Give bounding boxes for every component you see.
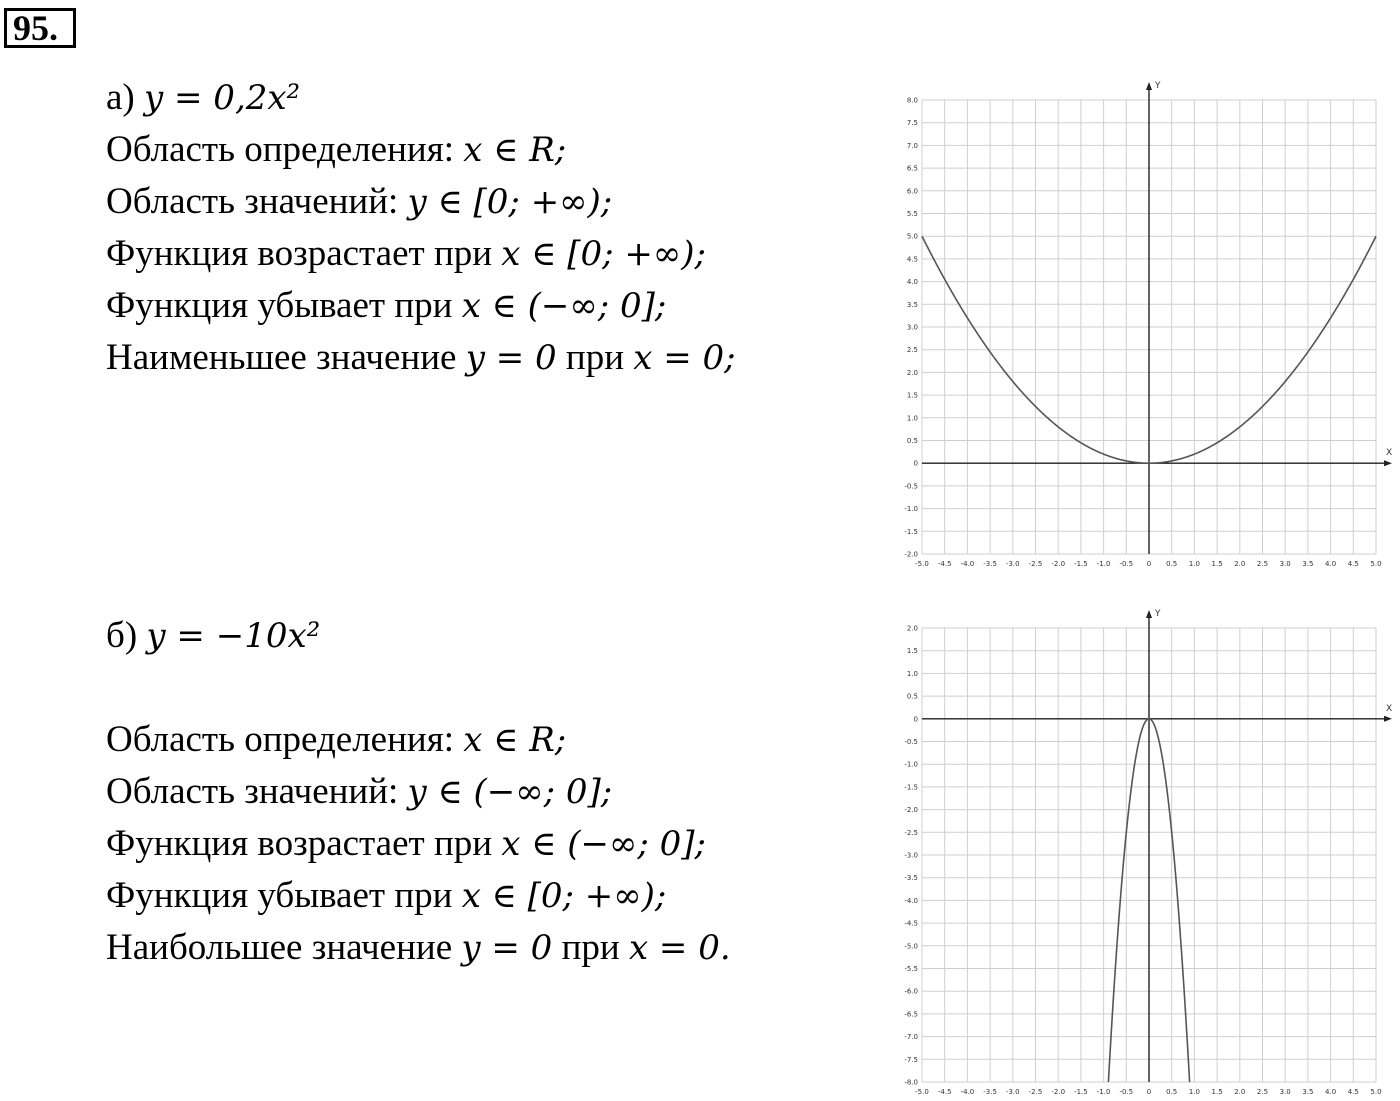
y-tick-label: 2.0 <box>906 624 918 633</box>
domain-label: Область определения: <box>106 129 464 170</box>
extremum-point: x = 0; <box>633 338 736 378</box>
domain-value: x ∈ R; <box>463 130 567 170</box>
x-tick-label: -3.0 <box>1005 1088 1020 1096</box>
increasing-label: Функция возрастает при <box>106 823 502 864</box>
extremum-connector: при <box>556 337 634 378</box>
graph-part-a <box>895 78 1395 573</box>
y-tick-label: 3.5 <box>906 300 918 309</box>
x-tick-label: 0.5 <box>1166 1088 1178 1096</box>
x-tick-label: 0.5 <box>1166 560 1178 568</box>
y-tick-label: 0.5 <box>906 692 918 701</box>
range-value: y ∈ (−∞; 0]; <box>407 772 613 812</box>
y-tick-label: -5.5 <box>904 965 918 973</box>
part-b-decreasing <box>106 870 731 922</box>
y-tick-label: 6.0 <box>906 187 918 196</box>
x-tick-label: 4.0 <box>1325 560 1337 568</box>
y-tick-label: 8.0 <box>906 96 918 105</box>
range-label: Область значений: <box>106 181 408 222</box>
x-tick-label: -0.5 <box>1119 560 1134 568</box>
part-b-increasing <box>106 818 731 870</box>
y-tick-label: -1.0 <box>904 505 918 514</box>
y-tick-label: -0.5 <box>904 738 918 746</box>
graph-part-b <box>895 606 1395 1101</box>
y-tick-label: -1.5 <box>904 527 918 536</box>
range-label: Область значений: <box>106 771 408 812</box>
part-a-domain <box>106 124 736 176</box>
x-tick-label: -2.0 <box>1051 560 1066 568</box>
y-tick-label: 2.5 <box>906 346 918 355</box>
y-tick-label: -7.5 <box>904 1055 918 1064</box>
x-tick-label: 4.0 <box>1325 1088 1337 1096</box>
x-tick-label: -3.5 <box>983 560 997 568</box>
y-tick-label: 1.5 <box>906 647 918 656</box>
y-tick-label: -0.5 <box>904 482 918 491</box>
part-a-extremum <box>106 332 736 384</box>
x-tick-label: -1.0 <box>1096 560 1111 568</box>
part-b-text <box>106 714 731 974</box>
y-tick-label: 7.5 <box>906 119 918 128</box>
part-a-label: а) <box>106 77 135 118</box>
y-tick-label: -5.0 <box>904 942 918 951</box>
increasing-value: x ∈ [0; +∞); <box>501 234 706 274</box>
y-tick-label: 2.0 <box>906 368 918 377</box>
y-tick-label: 4.5 <box>906 255 918 264</box>
part-b-formula: y = −10x² <box>146 616 321 656</box>
x-tick-label: -2.5 <box>1028 560 1043 568</box>
y-tick-label: 0 <box>913 459 918 468</box>
y-tick-label: 1.0 <box>906 414 918 423</box>
x-tick-label: 3.0 <box>1279 1088 1291 1096</box>
part-a-decreasing <box>106 280 736 332</box>
extremum-value: y = 0 <box>465 338 557 378</box>
y-tick-label: 5.5 <box>906 210 918 218</box>
y-tick-label: -4.5 <box>904 919 918 928</box>
increasing-value: x ∈ (−∞; 0]; <box>501 824 706 864</box>
extremum-point: x = 0. <box>628 928 731 968</box>
x-tick-label: -1.0 <box>1096 1088 1111 1096</box>
x-tick-label: 0 <box>1146 1088 1152 1096</box>
x-tick-label: 1.0 <box>1188 1088 1200 1096</box>
y-tick-label: 5.0 <box>906 232 918 241</box>
x-tick-label: 3.5 <box>1302 1088 1314 1096</box>
part-a-text <box>106 72 736 384</box>
x-tick-label: 2.5 <box>1256 1088 1269 1096</box>
x-tick-label: 1.5 <box>1211 1088 1223 1096</box>
extremum-value: y = 0 <box>461 928 553 968</box>
x-tick-label: -4.0 <box>960 560 975 568</box>
y-tick-label: -6.0 <box>904 987 918 996</box>
x-tick-label: 5.0 <box>1370 560 1382 568</box>
x-tick-label: 2.5 <box>1256 560 1269 568</box>
y-axis-label: Y <box>1155 609 1161 619</box>
x-tick-label: 2.0 <box>1234 560 1246 568</box>
y-tick-label: -2.0 <box>904 806 918 815</box>
part-a-range <box>106 176 736 228</box>
y-tick-label: 6.5 <box>906 164 918 173</box>
x-tick-label: 3.0 <box>1279 560 1291 568</box>
x-axis-label: X <box>1386 703 1393 714</box>
y-tick-label: -3.5 <box>904 874 918 883</box>
y-axis-label: Y <box>1155 81 1161 91</box>
extremum-label: Наименьшее значение <box>106 337 466 378</box>
y-tick-label: -2.0 <box>904 550 918 559</box>
y-axis-arrow <box>1146 610 1152 618</box>
part-a-heading <box>106 72 736 124</box>
x-axis-label: X <box>1386 448 1393 459</box>
x-tick-label: 4.5 <box>1347 1088 1359 1096</box>
x-tick-label: -4.5 <box>937 1088 952 1096</box>
range-value: y ∈ [0; +∞); <box>407 182 613 222</box>
y-tick-label: 4.0 <box>906 278 918 287</box>
y-tick-label: -7.0 <box>904 1033 918 1042</box>
x-tick-label: -2.5 <box>1028 1088 1043 1096</box>
y-tick-label: 0 <box>913 715 918 724</box>
decreasing-label: Функция убывает при <box>106 875 462 916</box>
x-axis-arrow <box>1384 716 1392 722</box>
decreasing-value: x ∈ [0; +∞); <box>461 876 667 916</box>
x-tick-label: -3.0 <box>1005 560 1020 568</box>
part-b-range <box>106 766 731 818</box>
y-tick-label: -1.0 <box>904 760 918 769</box>
x-tick-label: -4.5 <box>937 560 952 568</box>
y-tick-label: 0.5 <box>906 437 918 445</box>
y-tick-label: -3.0 <box>904 851 918 860</box>
part-b-extremum <box>106 922 731 974</box>
x-axis-arrow <box>1384 460 1392 466</box>
y-tick-label: -1.5 <box>904 783 918 792</box>
x-tick-label: -2.0 <box>1051 1088 1066 1096</box>
part-b-heading <box>106 610 320 662</box>
part-a-increasing <box>106 228 736 280</box>
x-tick-label: 3.5 <box>1302 560 1314 568</box>
extremum-label: Наибольшее значение <box>106 927 462 968</box>
y-axis-arrow <box>1146 82 1152 90</box>
x-tick-label: 5.0 <box>1370 1088 1382 1096</box>
y-tick-label: -6.5 <box>904 1010 918 1019</box>
y-tick-label: -8.0 <box>904 1078 918 1087</box>
x-tick-label: 4.5 <box>1347 560 1359 568</box>
x-tick-label: -1.5 <box>1074 560 1088 568</box>
x-tick-label: 0 <box>1146 560 1152 568</box>
y-tick-label: 1.0 <box>906 669 918 678</box>
increasing-label: Функция возрастает при <box>106 233 502 274</box>
extremum-connector: при <box>552 927 629 968</box>
y-tick-label: -4.0 <box>904 896 918 905</box>
x-tick-label: -5.0 <box>915 1088 929 1096</box>
domain-value: x ∈ R; <box>463 720 567 760</box>
y-tick-label: 1.5 <box>906 391 918 400</box>
y-tick-label: 3.0 <box>906 323 918 332</box>
x-tick-label: 1.0 <box>1188 560 1200 568</box>
problem-number: 95. <box>4 8 76 48</box>
x-tick-label: -4.0 <box>960 1088 975 1096</box>
x-tick-label: -0.5 <box>1119 1088 1134 1096</box>
x-tick-label: -5.0 <box>915 560 929 568</box>
x-tick-label: 2.0 <box>1234 1088 1246 1096</box>
x-tick-label: 1.5 <box>1211 560 1223 568</box>
part-b-domain <box>106 714 731 766</box>
part-b-label: б) <box>106 615 138 656</box>
x-tick-label: -1.5 <box>1074 1088 1088 1096</box>
part-a-formula: y = 0,2x² <box>144 78 301 118</box>
x-tick-label: -3.5 <box>983 1088 997 1096</box>
y-tick-label: -2.5 <box>904 828 918 837</box>
y-tick-label: 7.0 <box>906 141 918 150</box>
decreasing-value: x ∈ (−∞; 0]; <box>461 286 667 326</box>
decreasing-label: Функция убывает при <box>106 285 462 326</box>
domain-label: Область определения: <box>106 719 464 760</box>
